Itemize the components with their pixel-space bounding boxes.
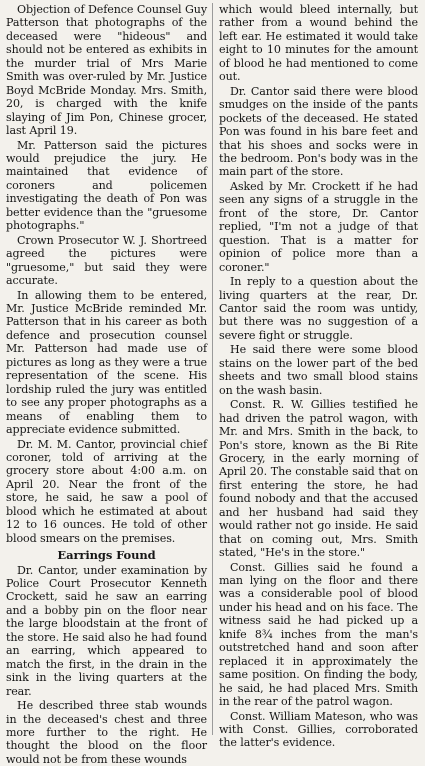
paragraph: Mr. Patterson said the pictures would prejudice the jury. He maintained that evidence of coroners and policemen investigating the death of Pon was better evidence than the "gruesome photographs." (6, 138, 207, 233)
paragraph: Const. R. W. Gillies testified he had driven the patrol wagon, with Mr. and Mrs. Smith in the back, to Pon's store, known as the Bi Rite Grocery, in the early morning of April 20. The constable said that on first entering the store, he had found nobody and that the accused and her husband had said they would rather not go inside. He said that on coming out, Mrs. Smith stated, "He's in the store." (219, 398, 418, 560)
paragraph: In reply to a question about the living quarters at the rear, Dr. Cantor said the room was untidy, but there was no suggestion of a severe fight or struggle. (219, 275, 418, 342)
paragraph: Dr. M. M. Cantor, provincial chief coroner, told of arriving at the grocery store about 4:00 a.m. on April 20. Near the front of the store, he said, he saw a pool of blood which he estimated at about 12 to 16 ounces. He told of other blood smears on the premises. (6, 437, 207, 545)
paragraph: He said there were some blood stains on the lower part of the bed sheets and two small blood stains on the wash basin. (219, 343, 418, 397)
left-column (6, 3, 212, 766)
paragraph: He described three stab wounds in the deceased's chest and three more further to the right. He thought the blood on the floor would not be from these wounds (6, 699, 207, 766)
paragraph: Dr. Cantor said there were blood smudges on the inside of the pants pockets of the deceased. He stated Pon was found in his bare feet and that his shoes and socks were in the bedroom. Pon's body was in the main part of the store. (219, 84, 418, 179)
paragraph: Const. Gillies said he found a man lying on the floor and there was a considerable pool of blood under his head and on his face. The witness said he had picked up a knife 8¾ inches from the man's outstretched hand and soon after replaced it in approximately the same position. On finding the body, he said, he had placed Mrs. Smith in the rear of the patrol wagon. (219, 560, 418, 709)
paragraph: In allowing them to be entered, Mr. Justice McBride reminded Mr. Patterson that in his career as both defence and prosecution counsel Mr. Patterson had made use of pictures as long as they were a true representation of the scene. His lordship ruled the jury was entitled to see any proper photographs as a means of enabling them to appreciate evidence submitted. (6, 288, 207, 437)
paragraph-continued: which would bleed internally, but rather from a wound behind the left ear. He estimated it would take eight to 10 minutes for the amount of blood he had mentioned to come out. (219, 3, 418, 84)
subheading: Earrings Found (57, 548, 156, 563)
right-column (212, 3, 418, 750)
paragraph: Asked by Mr. Crockett if he had seen any signs of a struggle in the front of the store, Dr. Cantor replied, "I'm not a judge of that question. That is a matter for opinion of police more than a coroner." (219, 179, 418, 274)
paragraph: Const. William Mateson, who was with Const. Gillies, corroborated the latter's evidence. (219, 709, 418, 750)
paragraph: Objection of Defence Counsel Guy Patterson that photographs of the deceased were "hideous" and should not be entered as exhibits in the murder trial of Mrs Marie Smith was over-ruled by Mr. Justice Boyd McBride Monday. Mrs. Smith, 20, is charged with the knife slaying of Jim Pon, Chinese grocer, last April 19. (6, 3, 207, 138)
paragraph: Dr. Cantor, under examination by Police Court Prosecutor Kenneth Crockett, said he saw an earring and a bobby pin on the floor near the large bloodstain at the front of the store. He said also he had found an earring, which appeared to match the first, in the drain in the sink in the living quarters at the rear. (6, 563, 207, 698)
paragraph: Crown Prosecutor W. J. Shortreed agreed the pictures were "gruesome," but said they were accurate. (6, 233, 207, 288)
